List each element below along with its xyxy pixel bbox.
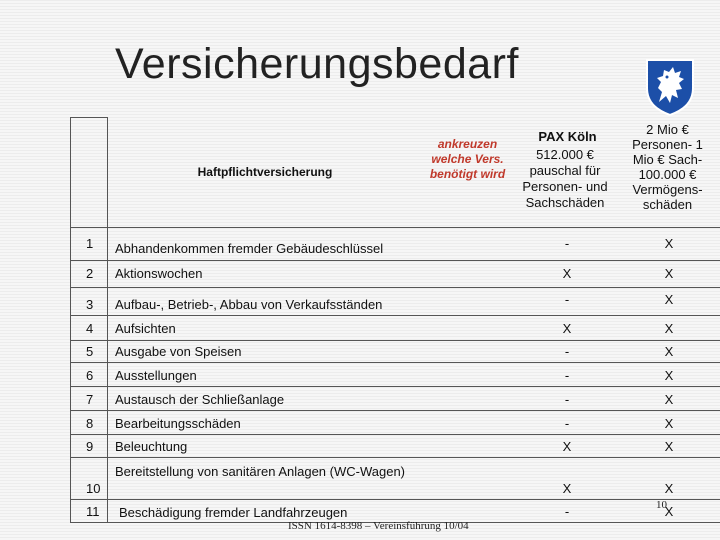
table-left-border: [70, 117, 71, 522]
row-mio-mark: X: [664, 481, 674, 496]
row-label: Bereitstellung von sanitären Anlagen (WC-Wagen): [115, 464, 405, 479]
header-pax-title: PAX Köln: [538, 129, 597, 144]
row-label: Aufbau-, Betrieb-, Abbau von Verkaufsständen: [115, 297, 383, 312]
row-pax-mark: X: [562, 266, 572, 281]
row-pax-mark: X: [562, 481, 572, 496]
row-label: Austausch der Schließanlage: [115, 392, 285, 407]
header-ankreuzen: ankreuzen welche Vers. benötigt wird: [429, 137, 506, 181]
row-pax-mark: -: [564, 504, 570, 519]
row-divider: [70, 434, 720, 435]
slide-title: Versicherungsbedarf: [115, 40, 519, 88]
row-divider: [70, 457, 720, 458]
row-number: 11: [86, 504, 100, 519]
row-divider: [70, 362, 720, 363]
row-number: 1: [86, 236, 94, 251]
row-number: 6: [86, 368, 94, 383]
row-label: Aktionswochen: [115, 266, 203, 281]
row-label: Beleuchtung: [115, 439, 188, 454]
row-pax-mark: -: [564, 392, 570, 407]
row-label: Abhandenkommen fremder Gebäudeschlüssel: [115, 241, 384, 256]
row-label: Beschädigung fremder Landfahrzeugen: [119, 505, 348, 520]
row-divider: [70, 340, 720, 341]
row-number: 8: [86, 416, 94, 431]
row-divider: [70, 499, 720, 500]
row-mio-mark: X: [664, 236, 674, 251]
header-haftpflicht: Haftpflichtversicherung: [197, 165, 333, 179]
row-pax-mark: X: [562, 321, 572, 336]
page-number: 10: [656, 499, 667, 511]
row-mio-mark: X: [664, 439, 674, 454]
row-mio-mark: X: [664, 292, 674, 307]
row-number: 5: [86, 344, 94, 359]
row-pax-mark: -: [564, 236, 570, 251]
header-divider: [70, 227, 720, 228]
row-label: Bearbeitungsschäden: [115, 416, 241, 431]
row-mio-mark: X: [664, 504, 674, 519]
row-mio-mark: X: [664, 392, 674, 407]
row-divider: [70, 386, 720, 387]
row-mio-mark: X: [664, 368, 674, 383]
row-pax-mark: -: [564, 292, 570, 307]
row-divider: [70, 287, 720, 288]
row-mio-mark: X: [664, 416, 674, 431]
row-mio-mark: X: [664, 321, 674, 336]
row-number: 10: [86, 481, 101, 496]
row-divider: [70, 260, 720, 261]
row-divider: [70, 315, 720, 316]
row-pax-mark: -: [564, 368, 570, 383]
row-number: 7: [86, 392, 94, 407]
footer-citation: ISSN 1614-8398 – Vereinsführung 10/04: [288, 520, 469, 532]
row-number: 2: [86, 266, 94, 281]
row-mio-mark: X: [664, 344, 674, 359]
row-number: 4: [86, 321, 94, 336]
table-top-border: [70, 117, 108, 118]
row-label: Ausstellungen: [115, 368, 197, 383]
row-divider: [70, 410, 720, 411]
row-number: 9: [86, 439, 94, 454]
row-label: Aufsichten: [115, 321, 176, 336]
header-pax-detail: 512.000 € pauschal für Personen- und Sachschäden: [522, 147, 608, 210]
coat-of-arms-lion-icon: [645, 58, 695, 116]
header-2mio: 2 Mio € Personen- 1 Mio € Sach- 100.000 € Vermögens- schäden: [632, 122, 703, 212]
row-pax-mark: -: [564, 344, 570, 359]
row-mio-mark: X: [664, 266, 674, 281]
row-pax-mark: -: [564, 416, 570, 431]
table-column-divider: [107, 117, 108, 522]
row-pax-mark: X: [562, 439, 572, 454]
row-label: Ausgabe von Speisen: [115, 344, 242, 359]
row-number: 3: [86, 297, 94, 312]
